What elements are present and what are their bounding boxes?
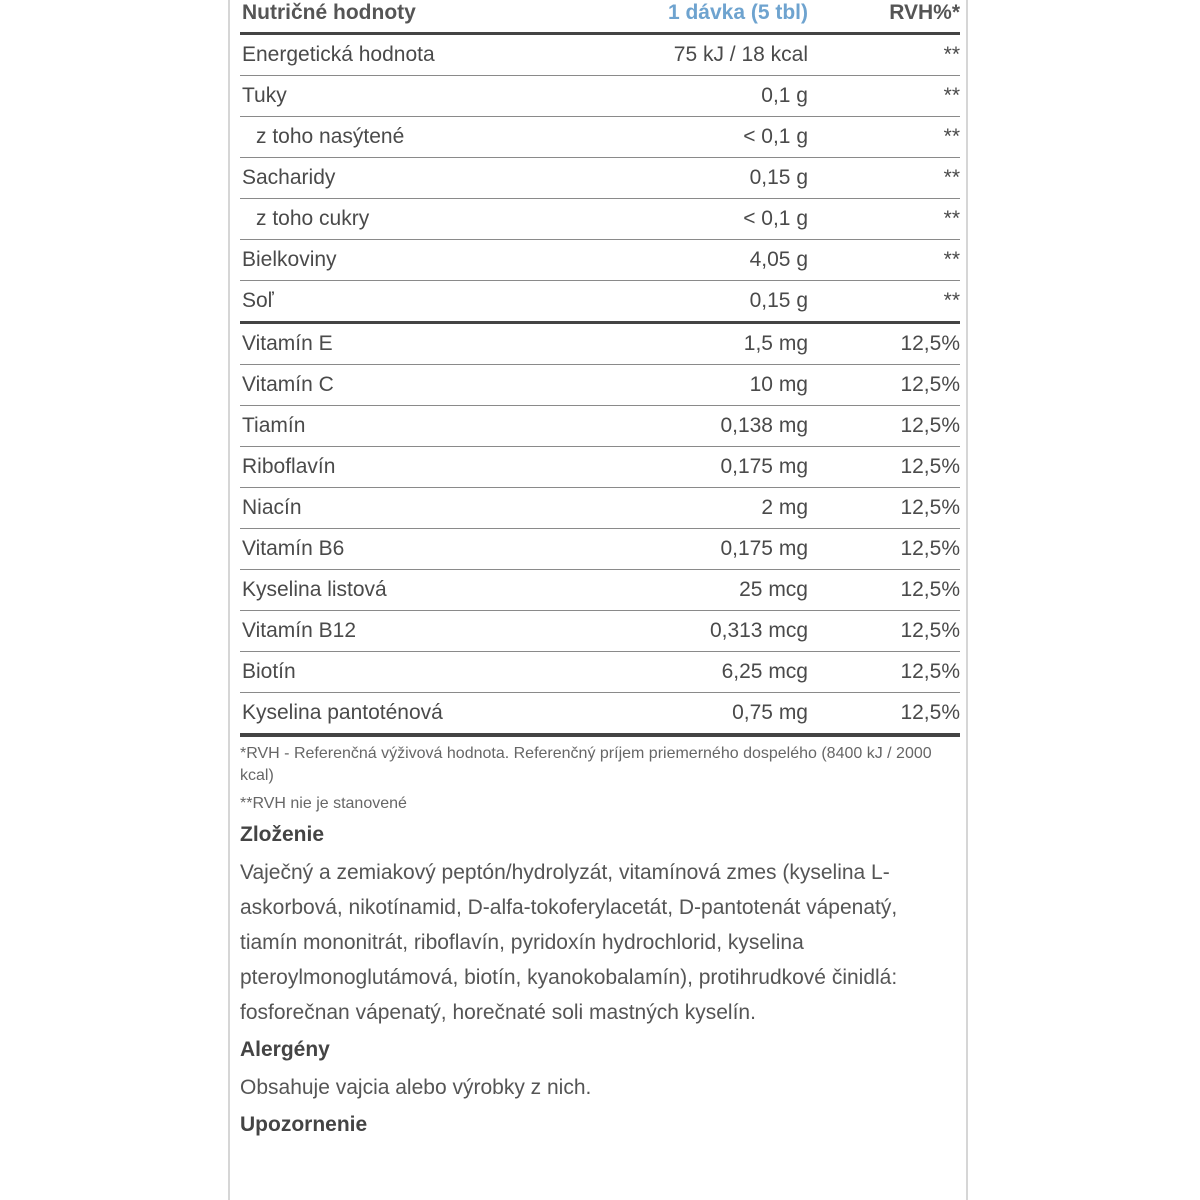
nutrient-amount: 0,138 mg — [526, 406, 808, 447]
nutrient-name: Soľ — [240, 281, 526, 323]
nutrient-name: Vitamín B12 — [240, 611, 526, 652]
nutrient-amount: 25 mcg — [526, 570, 808, 611]
nutrient-name: Tiamín — [240, 406, 526, 447]
nutrient-amount: 0,15 g — [526, 158, 808, 199]
nutrient-rvh: ** — [808, 281, 960, 323]
nutrient-name: Vitamín C — [240, 365, 526, 406]
nutrient-rvh: ** — [808, 76, 960, 117]
table-row — [240, 693, 960, 736]
table-row — [240, 240, 960, 281]
nutrient-rvh: ** — [808, 34, 960, 76]
nutrient-rvh: ** — [808, 199, 960, 240]
nutrient-amount: < 0,1 g — [526, 199, 808, 240]
nutrient-amount: 0,1 g — [526, 76, 808, 117]
content-panel — [228, 0, 968, 1200]
nutrient-rvh: 12,5% — [808, 488, 960, 529]
header-serving: 1 dávka (5 tbl) — [526, 0, 808, 34]
allergens-text: Obsahuje vajcia alebo výrobky z nich. — [240, 1076, 592, 1099]
nutrient-rvh: 12,5% — [808, 529, 960, 570]
nutrient-rvh: 12,5% — [808, 406, 960, 447]
nutrient-rvh: ** — [808, 117, 960, 158]
table-row — [240, 529, 960, 570]
composition-heading: Zloženie — [240, 823, 325, 846]
table-row — [240, 447, 960, 488]
nutrient-rvh: ** — [808, 158, 960, 199]
table-header-row — [240, 0, 960, 34]
table-row — [240, 488, 960, 529]
nutrient-name: Niacín — [240, 488, 526, 529]
nutrient-name: Energetická hodnota — [240, 34, 526, 76]
header-rvh: RVH%* — [808, 0, 960, 34]
footnotes — [240, 743, 960, 815]
nutrient-rvh: 12,5% — [808, 447, 960, 488]
nutrient-rvh: 12,5% — [808, 652, 960, 693]
table-row — [240, 406, 960, 447]
warning-heading: Upozornenie — [240, 1113, 368, 1136]
nutrition-table — [240, 0, 960, 737]
table-row — [240, 281, 960, 323]
nutrient-name: Riboflavín — [240, 447, 526, 488]
nutrient-rvh: 12,5% — [808, 365, 960, 406]
nutrient-amount: 4,05 g — [526, 240, 808, 281]
nutrient-amount: 1,5 mg — [526, 323, 808, 365]
footnote-rvh-not-set: **RVH nie je stanovené — [240, 795, 407, 812]
nutrient-amount: 0,75 mg — [526, 693, 808, 736]
nutrient-amount: 10 mg — [526, 365, 808, 406]
header-nutrition-values: Nutričné hodnoty — [240, 0, 526, 34]
product-info — [240, 0, 960, 1145]
table-row — [240, 199, 960, 240]
table-row — [240, 323, 960, 365]
nutrient-name: Kyselina listová — [240, 570, 526, 611]
nutrient-amount: < 0,1 g — [526, 117, 808, 158]
nutrient-rvh: 12,5% — [808, 693, 960, 736]
table-row — [240, 611, 960, 652]
table-row — [240, 158, 960, 199]
nutrient-name: Tuky — [240, 76, 526, 117]
allergens-heading: Alergény — [240, 1038, 330, 1061]
nutrient-name: Biotín — [240, 652, 526, 693]
nutrient-amount: 0,15 g — [526, 281, 808, 323]
nutrient-name: Bielkoviny — [240, 240, 526, 281]
nutrient-rvh: ** — [808, 240, 960, 281]
nutrient-name: Sacharidy — [240, 158, 526, 199]
table-row — [240, 365, 960, 406]
nutrient-rvh: 12,5% — [808, 611, 960, 652]
nutrient-amount: 75 kJ / 18 kcal — [526, 34, 808, 76]
table-row — [240, 76, 960, 117]
composition-text: Vaječný a zemiakový peptón/hydrolyzát, vitamínová zmes (kyselina L-askorbová, nikotínamid, D-alfa-tokoferylacetát, D-pantotenát vápenatý, tiamín mononitrát, riboflavín, pyridoxín hydrochlorid, kyselina pteroylmonoglutámová, biotín, kyanokobalamín), protihrudkové činidlá: fosforečnan vápenatý, horečnaté soli mastných kyselín. — [240, 861, 898, 1024]
nutrient-rvh: 12,5% — [808, 570, 960, 611]
nutrient-amount: 6,25 mcg — [526, 652, 808, 693]
nutrient-name: Kyselina pantoténová — [240, 693, 526, 736]
nutrition-rows — [240, 34, 960, 736]
table-row — [240, 34, 960, 76]
table-row — [240, 117, 960, 158]
nutrient-name: z toho cukry — [240, 199, 526, 240]
nutrient-name: Vitamín B6 — [240, 529, 526, 570]
footnote-rvh: *RVH - Referenčná výživová hodnota. Referenčný príjem priemerného dospelého (8400 kJ / 2000 kcal) — [240, 745, 932, 784]
nutrient-name: Vitamín E — [240, 323, 526, 365]
nutrient-amount: 0,175 mg — [526, 447, 808, 488]
table-row — [240, 570, 960, 611]
nutrient-name: z toho nasýtené — [240, 117, 526, 158]
nutrient-amount: 2 mg — [526, 488, 808, 529]
nutrient-amount: 0,175 mg — [526, 529, 808, 570]
nutrient-rvh: 12,5% — [808, 323, 960, 365]
nutrient-amount: 0,313 mcg — [526, 611, 808, 652]
table-row — [240, 652, 960, 693]
